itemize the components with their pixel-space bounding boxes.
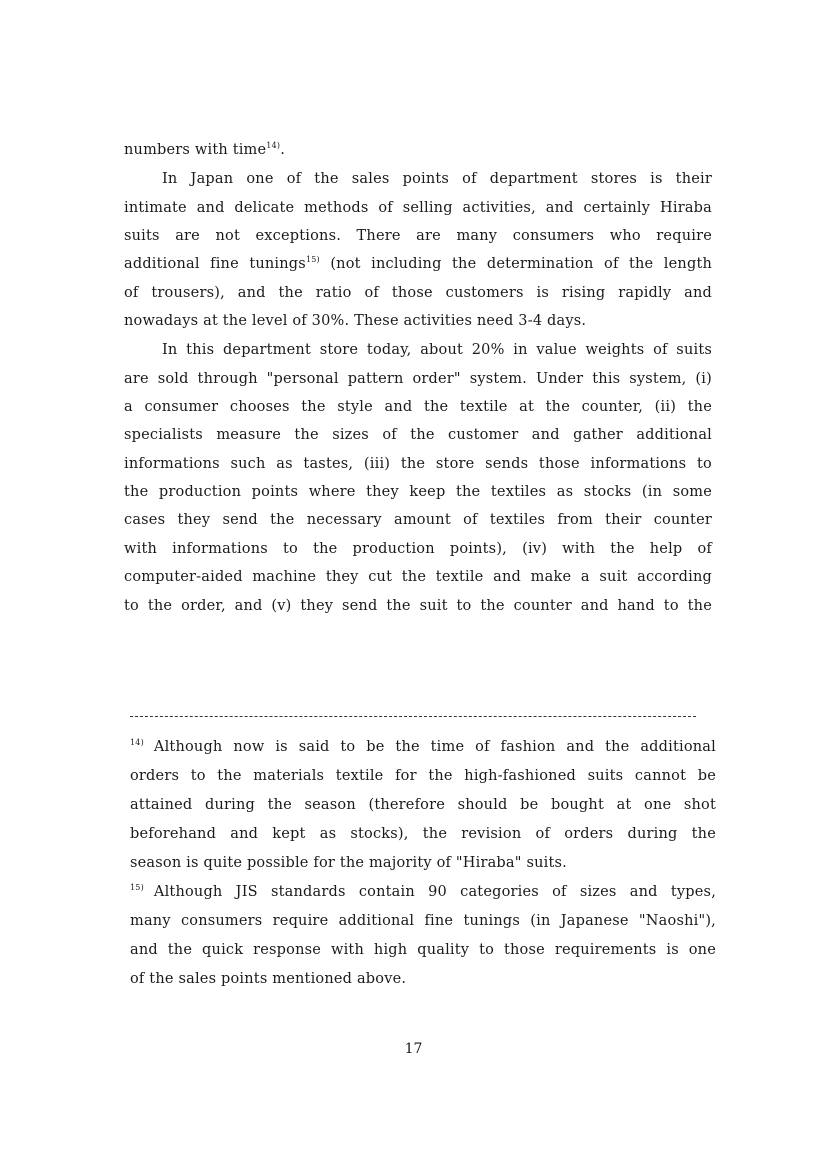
footnote-mark: 14) <box>130 738 144 748</box>
body-line: informations such as tastes, (iii) the store sends those informations to <box>124 456 712 472</box>
footnote-line: attained during the season (therefore should be bought at one shot <box>130 797 716 813</box>
footnote-separator <box>130 716 696 717</box>
body-line: intimate and delicate methods of selling activities, and certainly Hiraba <box>124 200 712 216</box>
body-line: nowadays at the level of 30%. These activities need 3-4 days. <box>124 313 587 329</box>
body-line: computer-aided machine they cut the textile and make a suit according <box>124 569 712 585</box>
body-line: cases they send the necessary amount of textiles from their counter <box>124 512 712 528</box>
footnote-line: and the quick response with high quality to those requirements is one <box>130 942 716 958</box>
body-line: to the order, and (v) they send the suit to the counter and hand to the <box>124 598 712 614</box>
footnote-ref: 14) <box>266 141 281 151</box>
body-line: numbers with time$^{14)}$. <box>124 141 286 158</box>
body-line: are sold through "personal pattern order" system. Under this system, (i) <box>124 371 712 387</box>
body-line: the production points where they keep the textiles as stocks (in some <box>124 484 712 500</box>
body-line: In Japan one of the sales points of department stores is their <box>162 171 712 187</box>
footnote-line: beforehand and kept as stocks), the revision of orders during the <box>130 826 716 842</box>
body-line: with informations to the production points), (iv) with the help of <box>124 541 712 557</box>
body-line: In this department store today, about 20% in value weights of suits <box>162 342 712 358</box>
footnote-line: of the sales points mentioned above. <box>130 971 407 987</box>
body-line: specialists measure the sizes of the customer and gather additional <box>124 427 712 443</box>
footnote-line: season is quite possible for the majority of "Hiraba" suits. <box>130 855 567 871</box>
body-line: a consumer chooses the style and the textile at the counter, (ii) the <box>124 399 712 415</box>
body-line: suits are not exceptions. There are many consumers who require <box>124 228 712 244</box>
footnote-line: $^{15)}$ Although JIS standards contain 90 categories of sizes and types, <box>130 883 716 900</box>
page-number: 17 <box>404 1041 423 1057</box>
footnote-line: many consumers require additional fine tunings (in Japanese "Naoshi"), <box>130 913 716 929</box>
footnote-mark: 15) <box>130 883 144 893</box>
footnote-line: orders to the materials textile for the high-fashioned suits cannot be <box>130 768 716 784</box>
footnote-line: $^{14)}$ Although now is said to be the time of fashion and the additional <box>130 738 716 755</box>
body-line: additional fine tunings$^{15)}$ (not including the determination of the length <box>124 255 713 272</box>
footnote-ref: 15) <box>305 255 320 265</box>
body-line: of trousers), and the ratio of those customers is rising rapidly and <box>124 285 712 301</box>
